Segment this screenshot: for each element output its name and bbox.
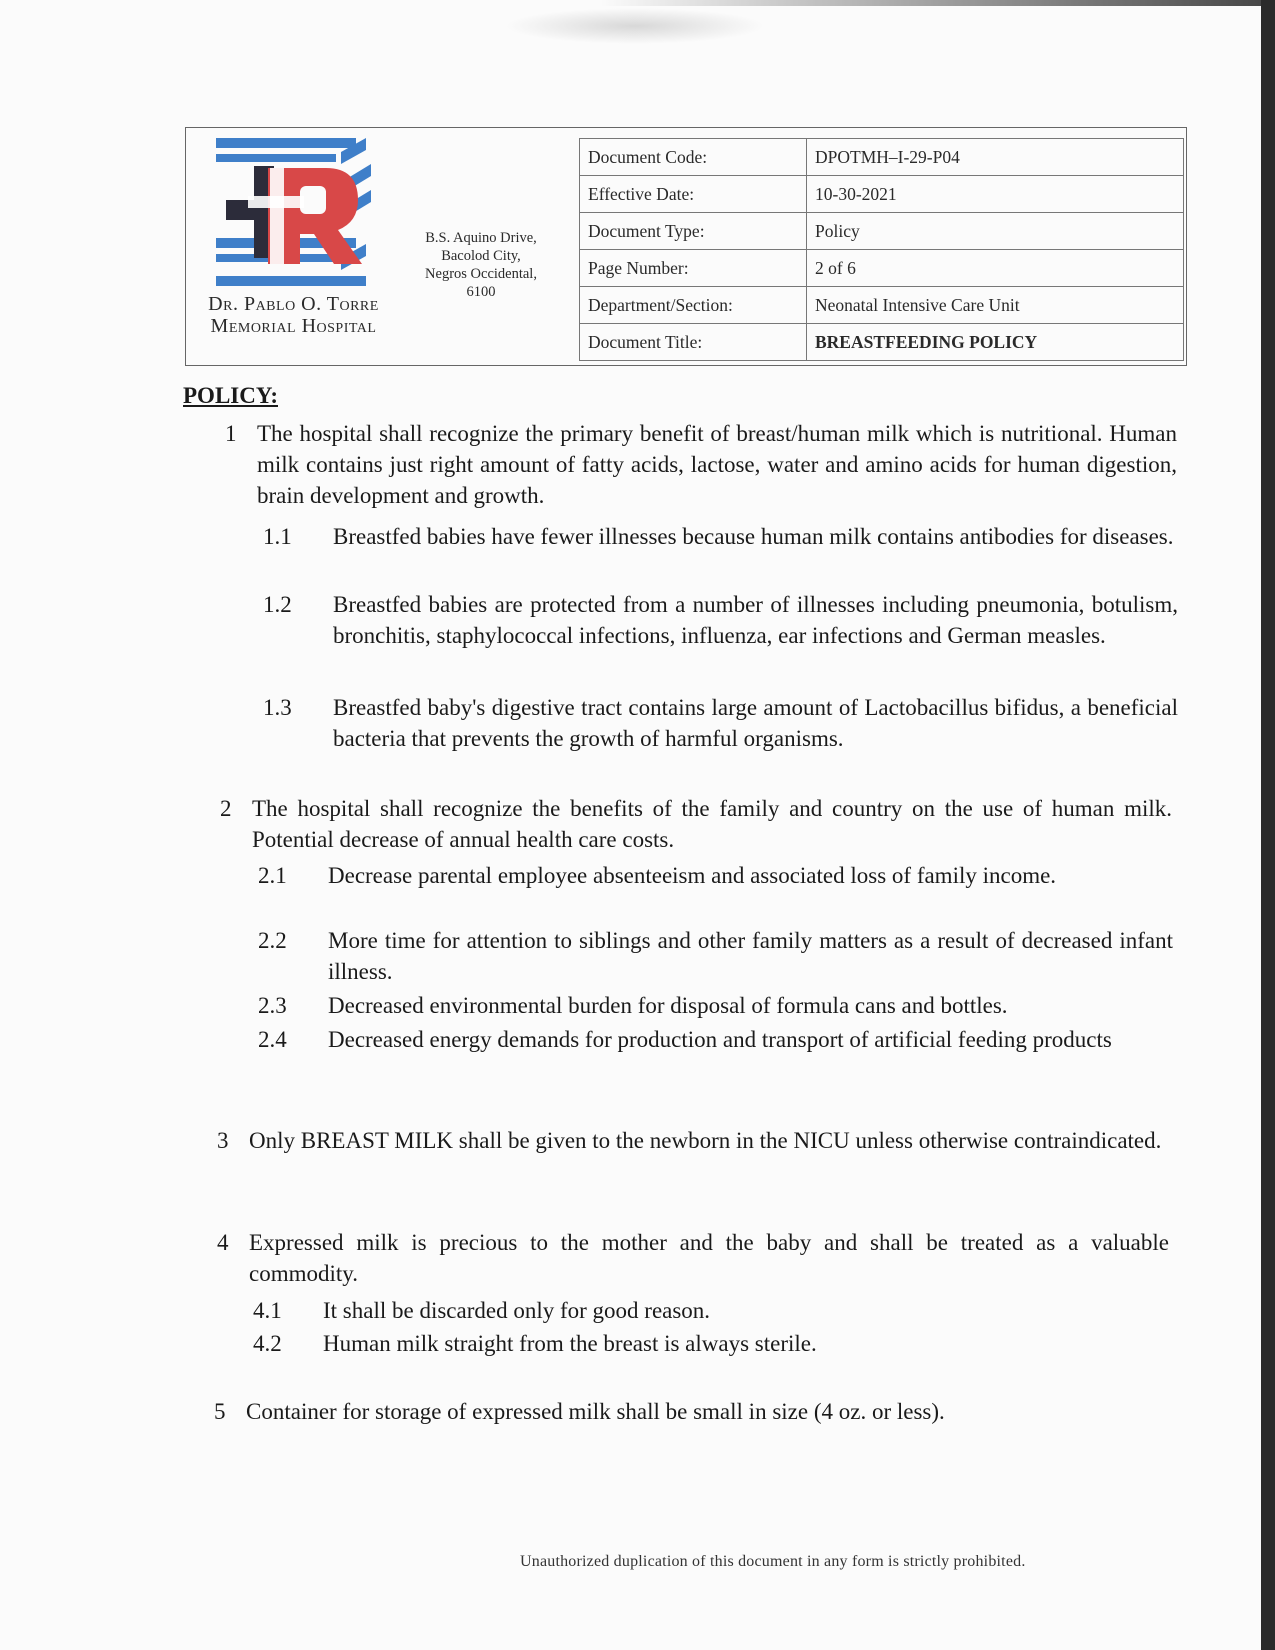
hospital-address xyxy=(406,229,556,301)
document-header xyxy=(185,127,1187,366)
subitem-text: Decrease parental employee absenteeism and associated loss of family income. xyxy=(328,863,1057,888)
subitem-number: 2.3 xyxy=(258,993,287,1018)
subitem-number: 2.2 xyxy=(258,928,287,953)
policy-subitem xyxy=(253,1295,1168,1326)
subitem-text: Decreased energy demands for production and transport of artificial feeding products xyxy=(328,1027,1112,1052)
meta-value: 10-30-2021 xyxy=(807,176,1184,213)
policy-item xyxy=(217,1227,1172,1289)
subitem-number: 2.4 xyxy=(258,1027,287,1052)
address-line: B.S. Aquino Drive, xyxy=(425,230,537,246)
footer-notice: Unauthorized duplication of this document in any form is strictly prohibited. xyxy=(520,1553,1026,1570)
subitem-number: 1.1 xyxy=(263,524,292,549)
hospital-name-line1: Dr. Pablo O. Torre xyxy=(208,293,379,315)
subitem-number: 2.1 xyxy=(258,863,287,888)
policy-item xyxy=(217,1125,1172,1187)
subitem-number: 4.1 xyxy=(253,1298,282,1323)
item-number: 2 xyxy=(220,796,232,821)
subitem-number: 1.2 xyxy=(263,592,292,617)
hospital-identity xyxy=(186,128,581,365)
meta-label: Page Number: xyxy=(580,250,807,287)
policy-subitem xyxy=(253,1328,1168,1359)
meta-value: DPOTMH–I-29-P04 xyxy=(807,139,1184,176)
policy-subitem xyxy=(263,692,1178,754)
meta-row xyxy=(580,176,1184,213)
item-text: The hospital shall recognize the benefits of the family and country on the use of human milk. Potential decrease of annual health care costs. xyxy=(252,796,1172,852)
meta-value: Neonatal Intensive Care Unit xyxy=(807,287,1184,324)
meta-value: Policy xyxy=(807,213,1184,250)
subitem-text: Breastfed baby's digestive tract contains large amount of Lactobacillus bifidus, a beneficial bacteria that prevents the growth of harmful organisms. xyxy=(333,695,1178,751)
subitem-number: 1.3 xyxy=(263,695,292,720)
meta-value: BREASTFEEDING POLICY xyxy=(807,324,1184,361)
scan-smudge xyxy=(505,8,765,44)
item-number: 3 xyxy=(217,1128,229,1153)
meta-label: Effective Date: xyxy=(580,176,807,213)
policy-item xyxy=(214,1396,1169,1427)
scan-edge-top xyxy=(600,0,1275,6)
meta-label: Document Code: xyxy=(580,139,807,176)
policy-subitem xyxy=(258,1024,1173,1086)
document-meta-table xyxy=(579,138,1184,361)
address-line: Negros Occidental, xyxy=(425,266,537,282)
meta-value: 2 of 6 xyxy=(807,250,1184,287)
meta-row xyxy=(580,213,1184,250)
address-line: Bacolod City, xyxy=(441,248,521,264)
item-text: Expressed milk is precious to the mother and the baby and shall be treated as a valuable commodity. xyxy=(249,1230,1169,1286)
hospital-name xyxy=(186,293,401,337)
policy-subitem xyxy=(263,521,1178,583)
subitem-text: Breastfed babies are protected from a number of illnesses including pneumonia, botulism, bronchitis, staphylococcal infections, influenza, ear infections and German measles. xyxy=(333,592,1178,648)
meta-row xyxy=(580,324,1184,361)
subitem-text: Human milk straight from the breast is always sterile. xyxy=(323,1331,817,1356)
policy-subitem xyxy=(263,589,1178,684)
policy-heading: POLICY: xyxy=(183,383,278,408)
policy-item xyxy=(225,418,1180,518)
subitem-text: It shall be discarded only for good reason. xyxy=(323,1298,711,1323)
item-text: Only BREAST MILK shall be given to the newborn in the NICU unless otherwise contraindicated. xyxy=(249,1128,1162,1153)
item-number: 1 xyxy=(225,421,237,446)
scan-edge-right xyxy=(1261,0,1275,1650)
meta-row xyxy=(580,139,1184,176)
meta-label: Document Type: xyxy=(580,213,807,250)
item-number: 4 xyxy=(217,1230,229,1255)
meta-label: Document Title: xyxy=(580,324,807,361)
item-text: The hospital shall recognize the primary benefit of breast/human milk which is nutritional. Human milk contains just right amount of fatty acids, lactose, water and amino acids for human digestion, brain development and growth. xyxy=(257,421,1177,508)
policy-subitem xyxy=(258,925,1173,987)
subitem-text: Decreased environmental burden for disposal of formula cans and bottles. xyxy=(328,993,1008,1018)
policy-subitem xyxy=(258,990,1173,1021)
hospital-name-line2: Memorial Hospital xyxy=(210,315,377,337)
hospital-logo-icon xyxy=(216,138,376,288)
subitem-number: 4.2 xyxy=(253,1331,282,1356)
meta-row xyxy=(580,287,1184,324)
subitem-text: Breastfed babies have fewer illnesses because human milk contains antibodies for diseases. xyxy=(333,524,1174,549)
meta-label: Department/Section: xyxy=(580,287,807,324)
meta-row xyxy=(580,250,1184,287)
address-line: 6100 xyxy=(466,284,496,300)
policy-item xyxy=(220,793,1175,855)
subitem-text: More time for attention to siblings and other family matters as a result of decreased infant illness. xyxy=(328,928,1173,984)
policy-subitem xyxy=(258,860,1173,922)
item-number: 5 xyxy=(214,1399,226,1424)
item-text: Container for storage of expressed milk shall be small in size (4 oz. or less). xyxy=(246,1399,945,1424)
